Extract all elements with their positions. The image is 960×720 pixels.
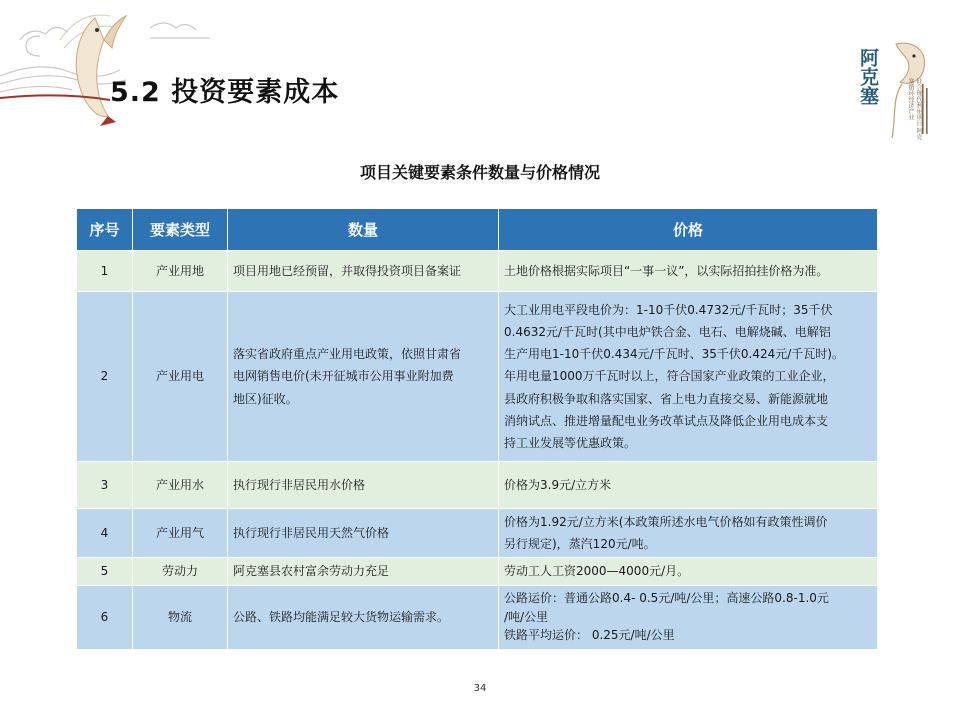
page-number: 34 [473,683,487,694]
cell-price: 价格为1.92元/立方米(本政策所述水电气价格如有政策性调价 另行规定)，蒸汽120元/吨。 [499,509,878,558]
page-title: 5.2 投资要素成本 [110,77,340,108]
table-row [77,292,878,462]
factor-cost-table [76,208,878,650]
table-row [77,558,878,585]
cell-no: 1 [77,251,133,292]
cell-type: 产业用水 [133,462,228,509]
header-quantity: 数量 [228,209,499,251]
cell-price: 大工业用电平段电价为：1-10千伏0.4732元/千瓦时；35千伏 0.4632元/千瓦时(其中电炉铁合金、电石、电解烧碱、电解铝 生产用电1-10千伏0.434元/千瓦时、35千伏0.424元/千瓦时)。 年用电量1000万千瓦时以上，符合国家产业政策的工业企业， 县政府积极争取和落实国家、省上电力直接交易、新能源就地 消纳试点、推进增量配电业务改革试点及降低企业用电成本支 持工业发展等优惠政策。 [499,292,878,462]
cell-no: 6 [77,585,133,649]
cell-no: 3 [77,462,133,509]
cell-type: 产业用地 [133,251,228,292]
cell-quantity: 落实省政府重点产业用电政策，依照甘肃省 电网销售电价(未开征城市公用事业附加费 地区)征收。 [228,292,499,462]
table-header-row [77,209,878,251]
cell-quantity: 执行现行非居民用天然气价格 [228,509,499,558]
cell-no: 5 [77,558,133,585]
header-no: 序号 [77,209,133,251]
logo-tagline: 硅合现代利用项目 阿克塞循环经济产业 [907,78,922,140]
cell-no: 2 [77,292,133,462]
table-row [77,585,878,649]
cell-type: 物流 [133,585,228,649]
table-row [77,251,878,292]
header-type: 要素类型 [133,209,228,251]
cell-price: 劳动工人工资2000—4000元/月。 [499,558,878,585]
table-title: 项目关键要素条件数量与价格情况 [359,163,600,182]
cell-type: 劳动力 [133,558,228,585]
decorative-cloud-fish-ornament [0,0,240,130]
cell-type: 产业用电 [133,292,228,462]
logo-text: 阿克塞 [857,48,879,105]
cell-quantity: 公路、铁路均能满足较大货物运输需求。 [228,585,499,649]
cell-quantity: 阿克塞县农村富余劳动力充足 [228,558,499,585]
cell-price: 公路运价：普通公路0.4- 0.5元/吨/公里；高速公路0.8-1.0元 /吨/公里 铁路平均运价： 0.25元/吨/公里 [499,585,878,649]
cell-quantity: 执行现行非居民用水价格 [228,462,499,509]
table-row [77,462,878,509]
header-price: 价格 [499,209,878,251]
cell-price: 价格为3.9元/立方米 [499,462,878,509]
cell-quantity: 项目用地已经预留，并取得投资项目备案证 [228,251,499,292]
cell-type: 产业用气 [133,509,228,558]
cell-price: 土地价格根据实际项目“一事一议”，以实际招拍挂价格为准。 [499,251,878,292]
cell-no: 4 [77,509,133,558]
brand-logo [852,38,932,148]
table-row [77,509,878,558]
